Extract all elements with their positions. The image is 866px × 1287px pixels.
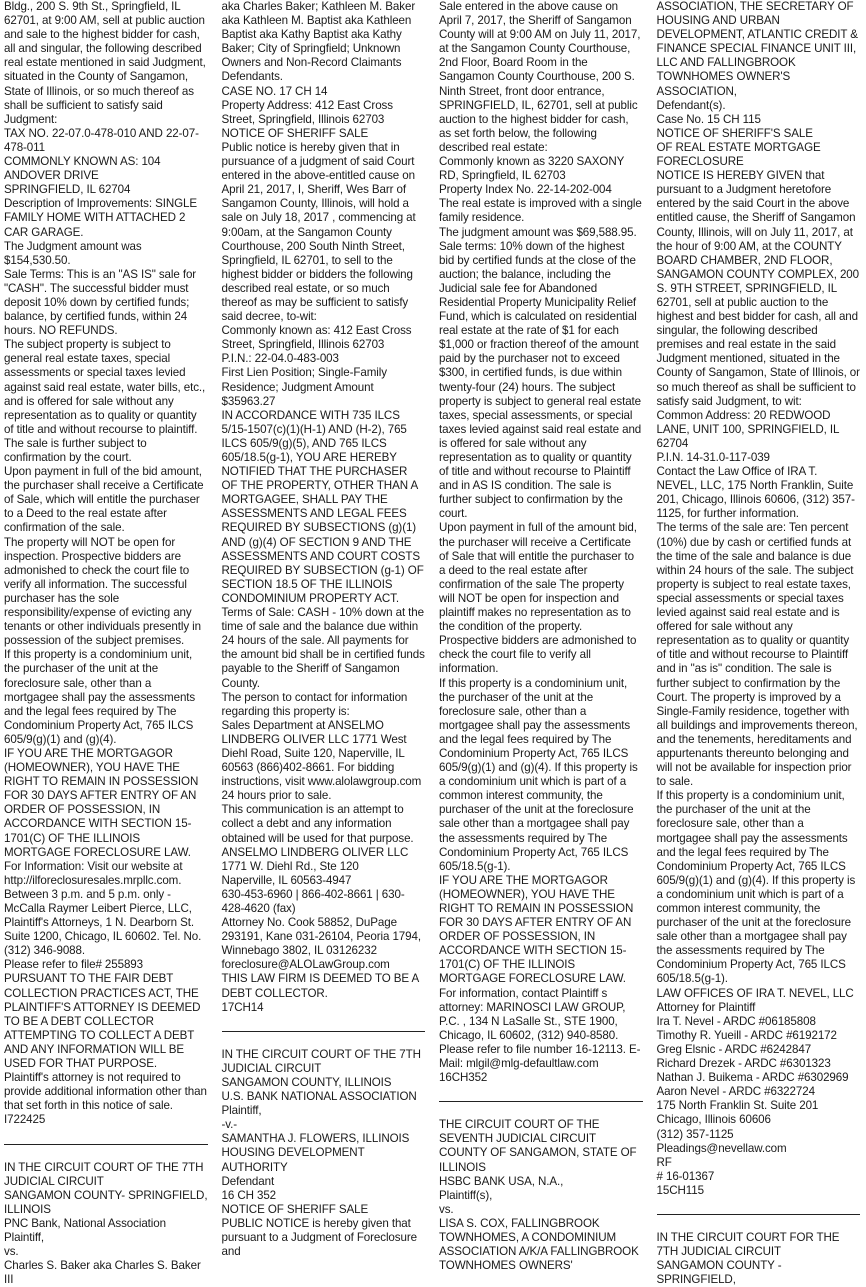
notice-paragraph: vs. [439,1203,643,1217]
notice-paragraph: SPRINGFIELD, IL 62704 [4,183,208,197]
notice-paragraph: For Information: Visit our website at http://ilforeclosuresales.mrpllc.com. [4,860,208,888]
notice-paragraph: IN THE CIRCUIT COURT OF THE 7TH JUDICIAL CIRCUIT [222,1048,426,1076]
notice-paragraph: COMMONLY KNOWN AS: 104 ANDOVER DRIVE [4,155,208,183]
notice-paragraph: Between 3 p.m. and 5 p.m. only - McCalla Raymer Leibert Pierce, LLC, Plaintiff's Attorneys, 1 N. Dearborn St. Suite 1200, Chicago, IL 60602. Tel. No. (312) 346-9088. [4,888,208,958]
notice-paragraph: -v.- [222,1118,426,1132]
notice-paragraph: Defendant(s). [657,99,861,113]
notice-paragraph: HSBC BANK USA, N.A., [439,1175,643,1189]
notice-paragraph: 15CH115 [657,1184,861,1198]
notice-paragraph: SANGAMON COUNTY, ILLINOIS [222,1076,426,1090]
notice-paragraph: Charles S. Baker aka Charles S. Baker III [4,1259,208,1287]
notice-paragraph: IN THE CIRCUIT COURT OF THE 7TH JUDICIAL CIRCUIT [4,1161,208,1189]
notice-paragraph: The terms of the sale are: Ten percent (10%) due by cash or certified funds at the time of the sale and balance is due within 24 hours of the sale. The subject property is subject to real estate taxes, special assessments or special taxes levied against said real estate and is offered for sale without any representation as to quality or quantity of title and without recourse to Plaintiff and in "as is" condition. The sale is further subject to confirmation by the Court. The property is improved by a Single-Family residence, together with all buildings and improvements thereon, and the tenements, hereditaments and appurtenants thereunto belonging and will not be available for inspection prior to sale. [657,521,861,789]
legal-notice [4,0,208,1128]
notice-paragraph: 175 North Franklin St. Suite 201 [657,1099,861,1113]
notice-paragraph: foreclosure@ALOLawGroup.com [222,958,426,972]
notice-paragraph: Attorney for Plaintiff [657,1001,861,1015]
legal-notice [657,1231,861,1287]
notice-paragraph: Upon payment in full of the amount bid, the purchaser will receive a Certificate of Sale that will entitle the purchaser to a deed to the real estate after confirmation of the sale The property will NOT be open for inspection and plaintiff makes no representation as to the condition of the property. Prospective bidders are admonished to check the court file to verify all information. [439,521,643,676]
notice-paragraph: LISA S. COX, FALLINGBROOK TOWNHOMES, A CONDOMINIUM ASSOCIATION A/K/A FALLINGBROOK TOWNHOMES OWNERS' [439,1217,643,1273]
notice-paragraph: PUBLIC NOTICE is hereby given that pursuant to a Judgment of Foreclosure and [222,1217,426,1259]
notice-paragraph: If this property is a condominium unit, the purchaser of the unit at the foreclosure sale, other than a mortgagee shall pay the assessments and the legal fees required by The Condominium Property Act, 765 ILCS 605/9(g)(1) and (g)(4). [4,648,208,747]
notice-paragraph: The person to contact for information regarding this property is: [222,691,426,719]
notice-paragraph: Aaron Nevel - ARDC #6322724 [657,1085,861,1099]
column-4 [657,0,861,1148]
notice-paragraph: Property Index No. 22-14-202-004 [439,183,643,197]
notice-paragraph: First Lien Position; Single-Family Residence; Judgment Amount $35963.27 [222,366,426,408]
notice-paragraph: The Judgment amount was $154,530.50. [4,240,208,268]
legal-notice [439,0,643,1085]
notice-paragraph: NOTICE OF SHERIFF SALE [222,127,426,141]
legal-notice [4,1161,208,1287]
notice-paragraph: Plaintiff's attorney is not required to provide additional information other than that set forth in this notice of sale. [4,1071,208,1113]
notice-paragraph: Case No. 15 CH 115 [657,113,861,127]
notice-paragraph: Upon payment in full of the bid amount, the purchaser shall receive a Certificate of Sale, which will entitle the purchaser to a Deed to the real estate after confirmation of the sale. [4,465,208,535]
notice-paragraph: For information, contact Plaintiff s attorney: MARINOSCI LAW GROUP, P.C. , 134 N LaSalle St., STE 1900, Chicago, IL 60602, (312) 940-8580. Please refer to file number 16-12113. E-Mail: mlgil@mlg-defaultlaw.com [439,987,643,1072]
notice-paragraph: aka Charles Baker; Kathleen M. Baker aka Kathleen M. Baptist aka Kathleen Baptist aka Kathy Baptist aka Kathy Baker; City of Springfield; Unknown Owners and Non-Record Claimants [222,0,426,70]
notice-paragraph: This communication is an attempt to collect a debt and any information obtained will be used for that purpose. [222,803,426,845]
notice-paragraph: # 16-01367 [657,1170,861,1184]
notice-paragraph: 630-453-6960 | 866-402-8661 | 630-428-4620 (fax) [222,888,426,916]
notice-paragraph: 17CH14 [222,1001,426,1015]
notice-paragraph: NOTICE IS HEREBY GIVEN that pursuant to a Judgment heretofore entered by the said Court in the above entitled cause, the Sheriff of Sangamon County, Illinois, will on July 11, 2017, at the hour of 9:00 AM, at the COUNTY BOARD CHAMBER, 2ND FLOOR, SANGAMON COUNTY COMPLEX, 200 S. 9TH STREET, SPRINGFIELD, IL 62701, sell at public auction to the highest and best bidder for cash, all and singular, the following described premises and real estate in the said Judgment mentioned, situated in the County of Sangamon, State of Illinois, or so much thereof as shall be sufficient to satisfy said Judgment, to wit: [657,169,861,409]
notice-paragraph: SANGAMON COUNTY - SPRINGFIELD, [657,1259,861,1287]
notice-paragraph: THE CIRCUIT COURT OF THE SEVENTH JUDICIAL CIRCUIT [439,1118,643,1146]
notice-paragraph: SANGAMON COUNTY- SPRINGFIELD, ILLINOIS [4,1189,208,1217]
notice-paragraph: P.I.N. 14-31.0-117-039 [657,451,861,465]
notice-separator [222,1031,426,1032]
notice-paragraph: 1771 W. Diehl Rd., Ste 120 [222,860,426,874]
notice-paragraph: 16 CH 352 [222,1189,426,1203]
notice-paragraph: PURSUANT TO THE FAIR DEBT COLLECTION PRACTICES ACT, THE PLAINTIFF'S ATTORNEY IS DEEMED TO BE A DEBT COLLECTOR ATTEMPTING TO COLLECT A DEBT AND ANY INFORMATION WILL BE USED FOR THAT PURPOSE. [4,972,208,1071]
notice-paragraph: IF YOU ARE THE MORTGAGOR (HOMEOWNER), YOU HAVE THE RIGHT TO REMAIN IN POSSESSION FOR 30 DAYS AFTER ENTRY OF AN ORDER OF POSSESSION, IN ACCORDANCE WITH SECTION 15-1701(C) OF THE ILLINOIS MORTGAGE FORECLOSURE LAW. [439,874,643,987]
notice-paragraph: Property Address: 412 East Cross Street, Springfield, Illinois 62703 [222,99,426,127]
notice-paragraph: TAX NO. 22-07.0-478-010 AND 22-07-478-011 [4,127,208,155]
notice-paragraph: Sale Terms: This is an "AS IS" sale for "CASH". The successful bidder must deposit 10% down by certified funds; balance, by certified funds, within 24 hours. NO REFUNDS. [4,268,208,338]
notice-paragraph: Description of Improvements: SINGLE FAMILY HOME WITH ATTACHED 2 CAR GARAGE. [4,197,208,239]
notice-paragraph: Sales Department at ANSELMO LINDBERG OLIVER LLC 1771 West Diehl Road, Suite 120, Naperville, IL 60563 (866)402-8661. For bidding instructions, visit www.alolawgroup.com 24 hours prior to sale. [222,719,426,804]
notice-paragraph: Pleadings@nevellaw.com [657,1142,861,1156]
notice-paragraph: The real estate is improved with a single family residence. [439,197,643,225]
notice-paragraph: The judgment amount was $69,588.95. [439,226,643,240]
notice-paragraph: PNC Bank, National Association [4,1217,208,1231]
notice-separator [657,1214,861,1215]
notice-paragraph: Commonly known as: 412 East Cross Street, Springfield, Illinois 62703 [222,324,426,352]
column-2 [222,0,426,1148]
notice-paragraph: If this property is a condominium unit, the purchaser of the unit at the foreclosure sale, other than a mortgagee shall pay the assessments and the legal fees required by The Condominium Property Act, 765 ILCS 605/9(g)(1) and (g)(4). If this property is a condominium unit which is part of a common interest community, the purchaser of the unit at the foreclosure sale other than a mortgagee shall pay the assessments required by The Condominium Property Act, 765 ILCS 605/18.5(g-1). [657,789,861,986]
notice-paragraph: Naperville, IL 60563-4947 [222,874,426,888]
legal-notice [657,0,861,1198]
notice-paragraph: Sale entered in the above cause on April 7, 2017, the Sheriff of Sangamon County will at 9:00 AM on July 11, 2017, at the Sangamon County Courthouse, 2nd Floor, Board Room in the Sangamon County Courthouse, 200 S. Ninth Street, front door entrance, SPRINGFIELD, IL, 62701, sell at public auction to the highest bidder for cash, as set forth below, the following described real estate: [439,0,643,155]
column-3 [439,0,643,1148]
legal-notice [222,0,426,1015]
notice-paragraph: OF REAL ESTATE MORTGAGE FORECLOSURE [657,141,861,169]
notice-paragraph: LAW OFFICES OF IRA T. NEVEL, LLC [657,987,861,1001]
notice-separator [4,1144,208,1145]
notice-paragraph: Chicago, Illinois 60606 [657,1113,861,1127]
notice-paragraph: Timothy R. Yueill - ARDC #6192172 [657,1029,861,1043]
legal-notice [222,1048,426,1259]
notice-paragraph: Nathan J. Buikema - ARDC #6302969 [657,1071,861,1085]
notice-paragraph: Plaintiff(s), [439,1189,643,1203]
notice-paragraph: SAMANTHA J. FLOWERS, ILLINOIS HOUSING DEVELOPMENT AUTHORITY [222,1132,426,1174]
notice-paragraph: Plaintiff, [4,1231,208,1245]
notice-paragraph: Please refer to file# 255893 [4,958,208,972]
notice-paragraph: NOTICE OF SHERIFF'S SALE [657,127,861,141]
notice-paragraph: Bldg., 200 S. 9th St., Springfield, IL 62701, at 9:00 AM, sell at public auction and sale to the highest bidder for cash, all and singular, the following described real estate mentioned in said Judgment, situated in the County of Sangamon, State of Illinois, or so much thereof as shall be sufficient to satisfy said Judgment: [4,0,208,127]
notice-paragraph: NOTICE OF SHERIFF SALE [222,1203,426,1217]
notice-paragraph: Defendant [222,1175,426,1189]
notice-paragraph: ASSOCIATION, THE SECRETARY OF HOUSING AND URBAN DEVELOPMENT, ATLANTIC CREDIT & FINANCE SPECIAL FINANCE UNIT III, LLC AND FALLINGBROOK TOWNHOMES OWNER'S ASSOCIATION, [657,0,861,99]
notice-paragraph: Commonly known as 3220 SAXONY RD, Springfield, IL 62703 [439,155,643,183]
notice-paragraph: U.S. BANK NATIONAL ASSOCIATION [222,1090,426,1104]
notice-separator [439,1101,643,1102]
notice-paragraph: CASE NO. 17 CH 14 [222,85,426,99]
notice-paragraph: (312) 357-1125 [657,1128,861,1142]
notice-paragraph: IN ACCORDANCE WITH 735 ILCS 5/15-1507(c)(1)(H-1) AND (H-2), 765 ILCS 605/9(g)(5), AND 765 ILCS 605/18.5(g-1), YOU ARE HEREBY NOTIFIED THAT THE PURCHASER OF THE PROPERTY, OTHER THAN A MORTGAGEE, SHALL PAY THE ASSESSMENTS AND LEGAL FEES REQUIRED BY SUBSECTIONS (g)(1) AND (g)(4) OF SECTION 9 AND THE ASSESSMENTS AND COURT COSTS REQUIRED BY SUBSECTION (g-1) OF SECTION 18.5 OF THE ILLINOIS CONDOMINIUM PROPERTY ACT. [222,409,426,606]
notice-paragraph: Public notice is hereby given that in pursuance of a judgment of said Court entered in the above-entitled cause on April 21, 2017, I, Sheriff, Wes Barr of Sangamon County, Illinois, will hold a sale on July 18, 2017 , commencing at 9:00am, at the Sangamon County Courthouse, 200 South Ninth Street, Springfield, IL 62701, to sell to the highest bidder or bidders the following described real estate, or so much thereof as may be sufficient to satisfy said decree, to-wit: [222,141,426,324]
notice-paragraph: Terms of Sale: CASH - 10% down at the time of sale and the balance due within 24 hours of the sale. All payments for the amount bid shall be in certified funds payable to the Sheriff of Sangamon County. [222,606,426,691]
notice-paragraph: Sale terms: 10% down of the highest bid by certified funds at the close of the auction; the balance, including the Judicial sale fee for Abandoned Residential Property Municipality Relief Fund, which is calculated on residential real estate at the rate of $1 for each $1,000 or fraction thereof of the amount paid by the purchaser not to exceed $300, in certified funds, is due within twenty-four (24) hours. The subject property is subject to general real estate taxes, special assessments, or special taxes levied against said real estate and is offered for sale without any representation as to quality or quantity of title and without recourse to Plaintiff and in AS IS condition. The sale is further subject to confirmation by the court. [439,240,643,522]
notice-paragraph: The subject property is subject to general real estate taxes, special assessments or special taxes levied against said real estate, water bills, etc., and is offered for sale without any representation as to quality or quantity of title and without recourse to plaintiff. The sale is further subject to confirmation by the court. [4,338,208,465]
notice-paragraph: IF YOU ARE THE MORTGAGOR (HOMEOWNER), YOU HAVE THE RIGHT TO REMAIN IN POSSESSION FOR 30 DAYS AFTER ENTRY OF AN ORDER OF POSSESSION, IN ACCORDANCE WITH SECTION 15-1701(C) OF THE ILLINOIS MORTGAGE FORECLOSURE LAW. [4,747,208,860]
notice-paragraph: Richard Drezek - ARDC #6301323 [657,1057,861,1071]
notice-paragraph: Greg Elsnic - ARDC #6242847 [657,1043,861,1057]
notice-paragraph: COUNTY OF SANGAMON, STATE OF ILLINOIS [439,1146,643,1174]
notice-paragraph: If this property is a condominium unit, the purchaser of the unit at the foreclosure sale, other than a mortgagee shall pay the assessments and the legal fees required by The Condominium Property Act, 765 ILCS 605/9(g)(1) and (g)(4). If this property is a condominium unit which is part of a common interest community, the purchaser of the unit at the foreclosure sale other than a mortgagee shall pay the assessments required by The Condominium Property Act, 765 ILCS 605/18.5(g-1). [439,677,643,874]
column-1 [4,0,208,1148]
notice-paragraph: Common Address: 20 REDWOOD LANE, UNIT 100, SPRINGFIELD, IL 62704 [657,409,861,451]
legal-notice [439,1118,643,1273]
notice-paragraph: IN THE CIRCUIT COURT FOR THE 7TH JUDICIAL CIRCUIT [657,1231,861,1259]
notice-paragraph: vs. [4,1245,208,1259]
notice-paragraph: RF [657,1156,861,1170]
notice-paragraph: Contact the Law Office of IRA T. NEVEL, LLC, 175 North Franklin, Suite 201, Chicago, Illinois 60606, (312) 357-1125, for further information. [657,465,861,521]
notice-paragraph: Defendants. [222,70,426,84]
notice-paragraph: P.I.N.: 22-04.0-483-003 [222,352,426,366]
notice-paragraph: 16CH352 [439,1071,643,1085]
notice-paragraph: Ira T. Nevel - ARDC #06185808 [657,1015,861,1029]
notice-paragraph: The property will NOT be open for inspection. Prospective bidders are admonished to check the court file to verify all information. The successful purchaser has the sole responsibility/expense of evicting any tenants or other individuals presently in possession of the subject premises. [4,536,208,649]
notice-paragraph: I722425 [4,1113,208,1127]
notice-paragraph: Plaintiff, [222,1104,426,1118]
notice-paragraph: Attorney No. Cook 58852, DuPage 293191, Kane 031-26104, Peoria 1794, Winnebago 3802, IL 03126232 [222,916,426,958]
notice-paragraph: THIS LAW FIRM IS DEEMED TO BE A DEBT COLLECTOR. [222,972,426,1000]
notice-paragraph: ANSELMO LINDBERG OLIVER LLC [222,846,426,860]
